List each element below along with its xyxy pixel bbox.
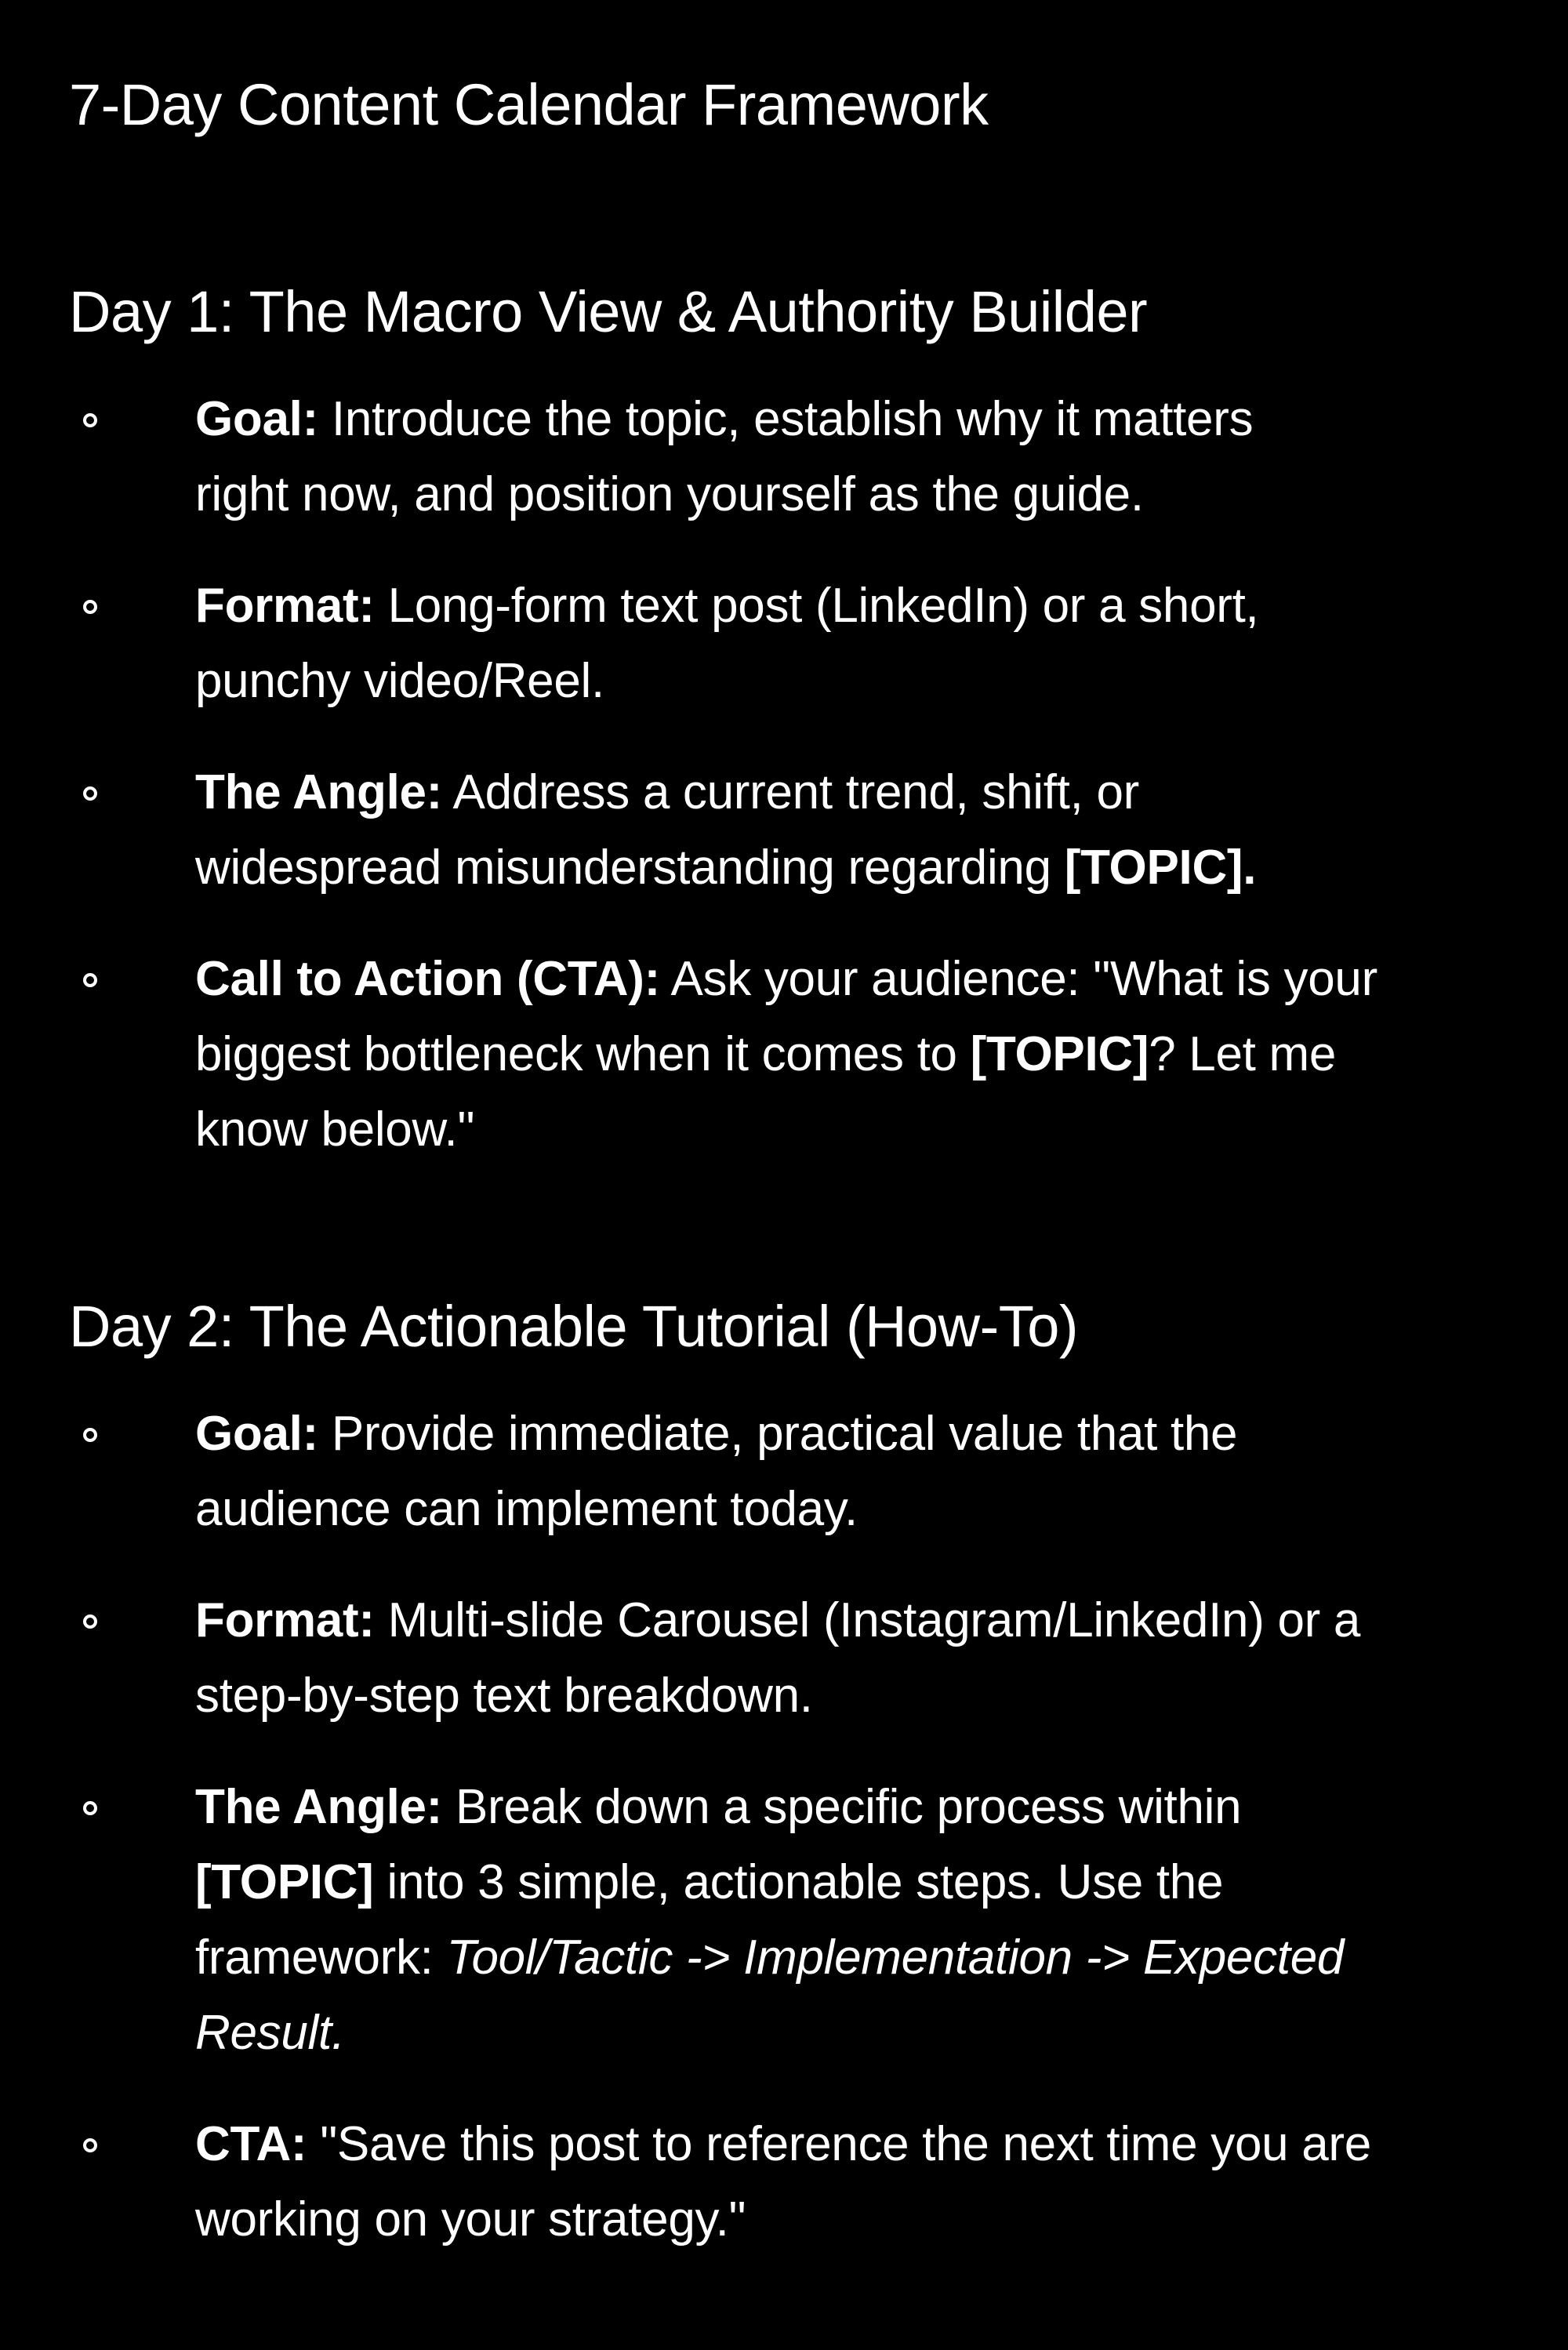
bullet-circle-icon — [83, 1801, 97, 1815]
day-2-list — [0, 1397, 1568, 2257]
day-2-cta-line-1 — [195, 2107, 1521, 2182]
day-1-angle-text-2: widespread misunderstanding regarding — [195, 841, 1051, 895]
bullet-circle-icon — [83, 1614, 97, 1629]
day-2-goal-item — [0, 1397, 1568, 1547]
day-1-list — [0, 382, 1568, 1168]
day-1-cta-line-2 — [195, 1017, 1521, 1092]
angle-label: The Angle: — [195, 765, 443, 819]
format-label: Format: — [195, 579, 375, 633]
day-1-angle-end: . — [1243, 841, 1257, 895]
angle-label: The Angle: — [195, 1780, 443, 1834]
day-1-cta-text-3: know below." — [195, 1102, 475, 1157]
day-2-format-text-1: Multi-slide Carousel (Instagram/LinkedIn) or a — [387, 1593, 1361, 1647]
cta-label: Call to Action (CTA): — [195, 952, 660, 1006]
day-1-angle-line-1 — [195, 755, 1521, 830]
day-1-cta-text-1: Ask your audience: "What is your — [670, 952, 1377, 1006]
day-2-heading: Day 2: The Actionable Tutorial (How-To) — [69, 1294, 1079, 1359]
bullet-circle-icon — [83, 786, 97, 801]
day-2-angle-text-2: into 3 simple, actionable steps. Use the — [387, 1855, 1224, 1909]
format-label: Format: — [195, 1593, 375, 1647]
framework-text-end: Result. — [195, 2006, 345, 2060]
day-1-goal-text-1: Introduce the topic, establish why it matters — [331, 392, 1254, 446]
day-1-format-line-1 — [195, 568, 1521, 644]
day-1-cta-line-1 — [195, 942, 1521, 1017]
day-1-cta-text-2-end: ? Let me — [1149, 1027, 1337, 1081]
day-1-goal-line-1 — [195, 382, 1521, 457]
bullet-circle-icon — [83, 413, 97, 427]
goal-label: Goal: — [195, 392, 318, 446]
day-1-format-text-1: Long-form text post (LinkedIn) or a short, — [387, 579, 1259, 633]
day-2-angle-text-1: Break down a specific process within — [455, 1780, 1242, 1834]
day-1-goal-text-2: right now, and position yourself as the guide. — [195, 467, 1144, 521]
day-2-goal-text-2: audience can implement today. — [195, 1482, 858, 1536]
day-1-heading: Day 1: The Macro View & Authority Builder — [69, 279, 1148, 344]
bullet-circle-icon — [83, 2138, 97, 2152]
bullet-circle-icon — [83, 1428, 97, 1442]
day-2-cta-text-1: "Save this post to reference the next time you are — [320, 2117, 1371, 2171]
cta-label: CTA: — [195, 2117, 307, 2171]
day-2-format-item — [0, 1583, 1568, 1734]
day-2-cta-item — [0, 2107, 1568, 2257]
day-1-angle-text-1: Address a current trend, shift, or — [452, 765, 1139, 819]
topic-placeholder: [TOPIC] — [195, 1855, 374, 1909]
day-2-goal-text-1: Provide immediate, practical value that the — [331, 1407, 1238, 1461]
day-1-cta-item — [0, 942, 1568, 1168]
day-1-format-item — [0, 568, 1568, 719]
day-2-goal-line-1 — [195, 1397, 1521, 1472]
document-title: 7-Day Content Calendar Framework — [69, 72, 989, 137]
bullet-circle-icon — [83, 600, 97, 614]
bullet-circle-icon — [83, 973, 97, 987]
day-1-cta-text-2: biggest bottleneck when it comes to — [195, 1027, 957, 1081]
day-1-angle-line-2 — [195, 830, 1521, 906]
day-1-goal-item — [0, 382, 1568, 532]
topic-placeholder: [TOPIC] — [1064, 841, 1243, 895]
day-2-angle-line-3 — [195, 1920, 1521, 1996]
day-2-angle-line-2 — [195, 1845, 1521, 1920]
day-1-angle-item — [0, 755, 1568, 906]
day-2-format-text-2: step-by-step text breakdown. — [195, 1669, 813, 1723]
day-2-angle-text-3: framework: — [195, 1930, 434, 1985]
framework-text: Tool/Tactic -> Implementation -> Expected — [446, 1930, 1345, 1985]
day-2-cta-text-2: working on your strategy." — [195, 2192, 746, 2246]
day-2-angle-item — [0, 1770, 1568, 2071]
topic-placeholder: [TOPIC] — [970, 1027, 1149, 1081]
day-1-format-text-2: punchy video/Reel. — [195, 654, 604, 708]
goal-label: Goal: — [195, 1407, 318, 1461]
day-2-angle-line-1 — [195, 1770, 1521, 1845]
day-2-format-line-1 — [195, 1583, 1521, 1658]
